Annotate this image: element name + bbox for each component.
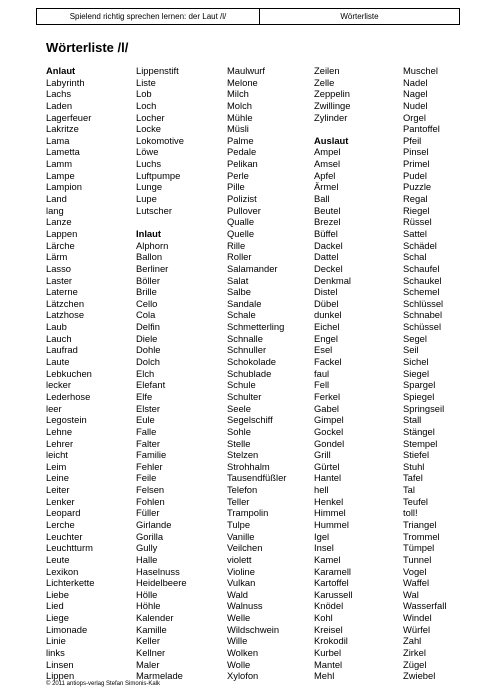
word-item: Dohle <box>136 344 161 356</box>
word-item: Elfe <box>136 390 153 402</box>
word-item: Elster <box>136 402 160 414</box>
word-item: Grill <box>314 449 331 461</box>
word-item: Tunnel <box>403 553 432 565</box>
word-item: Wille <box>227 635 248 647</box>
word-item: Zirkel <box>403 647 426 659</box>
word-item: Beutel <box>314 204 341 216</box>
word-item: Lupe <box>136 193 157 205</box>
word-item: Salat <box>227 274 249 286</box>
word-item: Siegel <box>403 367 430 379</box>
word-item: Sohle <box>227 425 251 437</box>
word-item: Karussell <box>314 588 353 600</box>
word-item: Leiter <box>46 484 70 496</box>
copyright-footer: © 2011 antiops-verlag Stefan Simonis-Kalk <box>46 681 161 687</box>
word-item: Delfin <box>136 321 160 333</box>
word-item: Gockel <box>314 425 344 437</box>
word-item: Lehne <box>46 425 73 437</box>
word-item: Polizist <box>227 193 257 205</box>
word-item: Schal <box>403 251 427 263</box>
word-item: Wasserfall <box>403 600 447 612</box>
word-item: Zeilen <box>314 65 340 76</box>
word-item: Lenker <box>46 495 75 507</box>
word-item: Kamille <box>136 623 167 635</box>
word-item: Linsen <box>46 658 74 670</box>
word-item: Wolle <box>227 658 251 670</box>
word-item: Maulwurf <box>227 65 266 76</box>
word-item: Tausendfüßler <box>227 472 287 484</box>
word-item: Stiefel <box>403 449 430 461</box>
word-item: Mehl <box>314 670 335 682</box>
word-item: Berliner <box>136 262 169 274</box>
word-item: Fell <box>314 379 330 391</box>
word-item: hell <box>314 484 329 496</box>
word-item: Leine <box>46 472 69 484</box>
word-item: Schnuller <box>227 344 267 356</box>
word-item: Spargel <box>403 379 436 391</box>
word-item: Würfel <box>403 623 431 635</box>
word-item: Hantel <box>314 472 342 484</box>
word-item: Schule <box>227 379 256 391</box>
word-item: Laden <box>46 99 73 111</box>
word-item: Muschel <box>403 65 438 76</box>
word-item: Marmelade <box>136 670 183 682</box>
word-item: Schnabel <box>403 309 443 321</box>
word-item: Lokomotive <box>136 134 184 146</box>
word-item: Luchs <box>136 158 162 170</box>
word-item: Molch <box>227 99 253 111</box>
word-item: Dattel <box>314 251 339 263</box>
word-item: Lippenstift <box>136 65 179 76</box>
word-item: Fackel <box>314 356 342 368</box>
word-item: links <box>46 647 65 659</box>
word-item: Trampolin <box>227 507 269 519</box>
word-item: Regal <box>403 193 428 205</box>
word-item: Maler <box>136 658 160 670</box>
word-item: Gimpel <box>314 414 344 426</box>
word-item: Pfeil <box>403 134 422 146</box>
word-item: Denkmal <box>314 274 351 286</box>
word-item: Quelle <box>227 227 255 239</box>
word-item: Ball <box>314 193 330 205</box>
word-item: Teufel <box>403 495 429 507</box>
word-item: Kartoffel <box>314 577 349 589</box>
word-item: Springseil <box>403 402 445 414</box>
word-item: leer <box>46 402 62 414</box>
word-item: Schokolade <box>227 356 276 368</box>
word-item: Violine <box>227 565 255 577</box>
spacer <box>314 123 406 135</box>
word-item: Familie <box>136 449 167 461</box>
worksheet-header <box>36 8 460 25</box>
word-item: Teller <box>227 495 250 507</box>
word-item: Welle <box>227 612 251 624</box>
word-item: Schmetterling <box>227 321 285 333</box>
word-item: Lexikon <box>46 565 79 577</box>
word-item: Nadel <box>403 76 428 88</box>
word-item: Schlüssel <box>403 297 444 309</box>
header-doc-type: Wörterliste <box>340 12 379 21</box>
word-item: Keller <box>136 635 160 647</box>
word-item: Leute <box>46 553 70 565</box>
word-item: Waffel <box>403 577 430 589</box>
word-list-grid <box>46 65 466 682</box>
word-item: Pelikan <box>227 158 258 170</box>
word-item: Laster <box>46 274 73 286</box>
word-item: Kellner <box>136 647 166 659</box>
word-item: Stängel <box>403 425 435 437</box>
section-heading: Auslaut <box>314 134 349 146</box>
word-item: Gorilla <box>136 530 164 542</box>
word-item: Tal <box>403 484 415 496</box>
word-item: Schulter <box>227 390 262 402</box>
word-item: Stempel <box>403 437 438 449</box>
word-item: Schüssel <box>403 321 442 333</box>
word-item: toll! <box>403 507 418 519</box>
word-column <box>46 65 138 682</box>
word-item: Halle <box>136 553 158 565</box>
word-item: Mühle <box>227 111 253 123</box>
word-item: Zwillinge <box>314 99 351 111</box>
word-item: Lampe <box>46 169 75 181</box>
word-item: Tulpe <box>227 518 251 530</box>
word-item: Linie <box>46 635 66 647</box>
word-item: Luftpumpe <box>136 169 181 181</box>
section-heading: Inlaut <box>136 227 161 239</box>
word-item: leicht <box>46 449 68 461</box>
word-item: Wolken <box>227 647 259 659</box>
word-item: Ballon <box>136 251 163 263</box>
word-item: Ärmel <box>314 181 339 193</box>
word-item: Schemel <box>403 286 440 298</box>
word-item: Leuchtturm <box>46 542 93 554</box>
word-item: Leuchter <box>46 530 83 542</box>
word-item: Segel <box>403 332 427 344</box>
word-item: Schaufel <box>403 262 440 274</box>
word-item: Puzzle <box>403 181 432 193</box>
word-item: Segelschiff <box>227 414 273 426</box>
word-item: Zahl <box>403 635 422 647</box>
word-item: Gürtel <box>314 460 340 472</box>
word-item: Alphorn <box>136 239 169 251</box>
word-item: Felsen <box>136 484 165 496</box>
word-item: Liebe <box>46 588 69 600</box>
word-item: Tafel <box>403 472 423 484</box>
spacer <box>136 216 228 228</box>
word-item: Füller <box>136 507 160 519</box>
word-item: Feile <box>136 472 157 484</box>
word-item: Büffel <box>314 227 338 239</box>
word-item: Eule <box>136 414 155 426</box>
word-item: Primel <box>403 158 430 170</box>
word-item: Lauch <box>46 332 72 344</box>
word-item: Walnuss <box>227 600 263 612</box>
word-item: Amsel <box>314 158 341 170</box>
word-item: Legostein <box>46 414 87 426</box>
word-item: violett <box>227 553 252 565</box>
word-item: Leopard <box>46 507 81 519</box>
word-item: Orgel <box>403 111 426 123</box>
word-item: Distel <box>314 286 338 298</box>
word-item: Laterne <box>46 286 78 298</box>
word-item: Lachs <box>46 88 72 100</box>
word-item: Liste <box>136 76 156 88</box>
word-item: Cola <box>136 309 156 321</box>
word-item: Lagerfeuer <box>46 111 92 123</box>
word-item: Xylofon <box>227 670 259 682</box>
word-item: Lärche <box>46 239 75 251</box>
word-item: Elefant <box>136 379 166 391</box>
word-item: Vulkan <box>227 577 256 589</box>
word-item: Zelle <box>314 76 335 88</box>
word-item: Stall <box>403 414 422 426</box>
word-item: Brille <box>136 286 157 298</box>
word-item: Lehrer <box>46 437 74 449</box>
word-item: Müsli <box>227 123 249 135</box>
word-item: Lanze <box>46 216 72 228</box>
word-item: Lederhose <box>46 390 91 402</box>
word-item: Ampel <box>314 146 341 158</box>
word-item: Gully <box>136 542 158 554</box>
word-item: Locher <box>136 111 165 123</box>
word-item: Laub <box>46 321 67 333</box>
word-item: Elch <box>136 367 155 379</box>
word-column <box>403 65 495 682</box>
word-item: Falle <box>136 425 157 437</box>
word-item: Riegel <box>403 204 430 216</box>
word-item: Kurbel <box>314 647 342 659</box>
word-item: Perle <box>227 169 249 181</box>
word-item: Zylinder <box>314 111 348 123</box>
word-item: Pudel <box>403 169 427 181</box>
word-item: Lakritze <box>46 123 79 135</box>
word-item: Brezel <box>314 216 341 228</box>
word-item: Lamm <box>46 158 73 170</box>
word-item: Windel <box>403 612 432 624</box>
word-item: Stelle <box>227 437 251 449</box>
word-item: Falter <box>136 437 160 449</box>
word-item: Girlande <box>136 518 172 530</box>
word-item: Wal <box>403 588 419 600</box>
word-item: Spiegel <box>403 390 435 402</box>
word-item: Sandale <box>227 297 262 309</box>
word-item: Fohlen <box>136 495 165 507</box>
word-item: Ferkel <box>314 390 341 402</box>
word-item: Schädel <box>403 239 437 251</box>
word-item: Lerche <box>46 518 75 530</box>
word-item: Laufrad <box>46 344 78 356</box>
word-item: Eichel <box>314 321 340 333</box>
word-item: Nudel <box>403 99 428 111</box>
word-item: Schaukel <box>403 274 442 286</box>
word-item: Pinsel <box>403 146 429 158</box>
word-column <box>314 65 406 682</box>
word-item: Schublade <box>227 367 272 379</box>
header-subject: Spielend richtig sprechen lernen: der Laut /l/ <box>37 9 260 24</box>
word-item: Insel <box>314 542 334 554</box>
word-item: Lärm <box>46 251 68 263</box>
word-item: Fehler <box>136 460 163 472</box>
word-item: Lampion <box>46 181 82 193</box>
word-item: Diele <box>136 332 158 344</box>
word-item: Rille <box>227 239 246 251</box>
word-item: faul <box>314 367 330 379</box>
word-item: Roller <box>227 251 252 263</box>
word-item: Stuhl <box>403 460 425 472</box>
word-item: Palme <box>227 134 254 146</box>
word-item: Sattel <box>403 227 427 239</box>
word-item: Lippen <box>46 670 75 682</box>
word-item: Zeppelin <box>314 88 350 100</box>
word-item: Lichterkette <box>46 577 95 589</box>
word-item: Knödel <box>314 600 344 612</box>
word-item: Pille <box>227 181 245 193</box>
word-item: Melone <box>227 76 258 88</box>
word-item: Hölle <box>136 588 158 600</box>
word-item: Kamel <box>314 553 341 565</box>
word-item: Wildschwein <box>227 623 280 635</box>
word-item: lecker <box>46 379 72 391</box>
word-item: Dolch <box>136 356 160 368</box>
word-item: Lasso <box>46 262 72 274</box>
word-item: Löwe <box>136 146 159 158</box>
word-item: Zügel <box>403 658 427 670</box>
word-item: Krokodil <box>314 635 348 647</box>
word-item: Telefon <box>227 484 258 496</box>
word-item: Tümpel <box>403 542 435 554</box>
word-item: Leim <box>46 460 67 472</box>
word-item: Höhle <box>136 600 161 612</box>
word-item: Dübel <box>314 297 339 309</box>
word-item: Limonade <box>46 623 88 635</box>
word-item: Zwiebel <box>403 670 436 682</box>
word-item: Sichel <box>403 356 429 368</box>
word-item: Wald <box>227 588 249 600</box>
word-item: Land <box>46 193 67 205</box>
word-item: Veilchen <box>227 542 263 554</box>
word-item: Stelzen <box>227 449 259 461</box>
word-item: Salbe <box>227 286 251 298</box>
word-item: Trommel <box>403 530 440 542</box>
word-item: Lebkuchen <box>46 367 92 379</box>
word-item: Mantel <box>314 658 343 670</box>
word-item: Apfel <box>314 169 336 181</box>
word-item: Igel <box>314 530 330 542</box>
page-title: Wörterliste /l/ <box>46 40 129 55</box>
word-item: Gabel <box>314 402 340 414</box>
word-item: Rüssel <box>403 216 432 228</box>
word-item: Pedale <box>227 146 257 158</box>
word-item: dunkel <box>314 309 342 321</box>
word-item: Schale <box>227 309 256 321</box>
word-item: Liege <box>46 612 69 624</box>
word-item: Lametta <box>46 146 80 158</box>
word-item: Engel <box>314 332 338 344</box>
word-item: lang <box>46 204 64 216</box>
word-item: Lunge <box>136 181 163 193</box>
word-item: Lob <box>136 88 152 100</box>
word-column <box>227 65 319 682</box>
section-heading: Anlaut <box>46 65 76 76</box>
word-item: Hummel <box>314 518 349 530</box>
word-item: Salamander <box>227 262 278 274</box>
word-item: Lied <box>46 600 64 612</box>
word-item: Vanille <box>227 530 255 542</box>
word-item: Haselnuss <box>136 565 180 577</box>
word-item: Schnalle <box>227 332 263 344</box>
word-item: Lama <box>46 134 70 146</box>
word-item: Loch <box>136 99 157 111</box>
word-item: Labyrinth <box>46 76 85 88</box>
word-item: Milch <box>227 88 249 100</box>
word-column <box>136 65 228 682</box>
word-item: Latzhose <box>46 309 85 321</box>
word-item: Deckel <box>314 262 343 274</box>
word-item: Esel <box>314 344 333 356</box>
word-item: Himmel <box>314 507 346 519</box>
word-item: Dackel <box>314 239 343 251</box>
word-item: Henkel <box>314 495 344 507</box>
word-item: Pantoffel <box>403 123 440 135</box>
word-item: Laute <box>46 356 70 368</box>
word-item: Locke <box>136 123 162 135</box>
word-item: Kreisel <box>314 623 343 635</box>
word-item: Seele <box>227 402 251 414</box>
word-item: Böller <box>136 274 160 286</box>
word-item: Heidelbeere <box>136 577 187 589</box>
word-item: Cello <box>136 297 158 309</box>
word-item: Gondel <box>314 437 345 449</box>
word-item: Vogel <box>403 565 427 577</box>
word-item: Lappen <box>46 227 78 239</box>
word-item: Qualle <box>227 216 255 228</box>
word-item: Pullover <box>227 204 261 216</box>
word-item: Kalender <box>136 612 174 624</box>
word-item: Karamell <box>314 565 351 577</box>
word-item: Seil <box>403 344 419 356</box>
word-item: Kohl <box>314 612 333 624</box>
word-item: Nagel <box>403 88 428 100</box>
word-item: Strohhalm <box>227 460 270 472</box>
word-item: Lutscher <box>136 204 172 216</box>
word-item: Triangel <box>403 518 437 530</box>
word-item: Lätzchen <box>46 297 85 309</box>
